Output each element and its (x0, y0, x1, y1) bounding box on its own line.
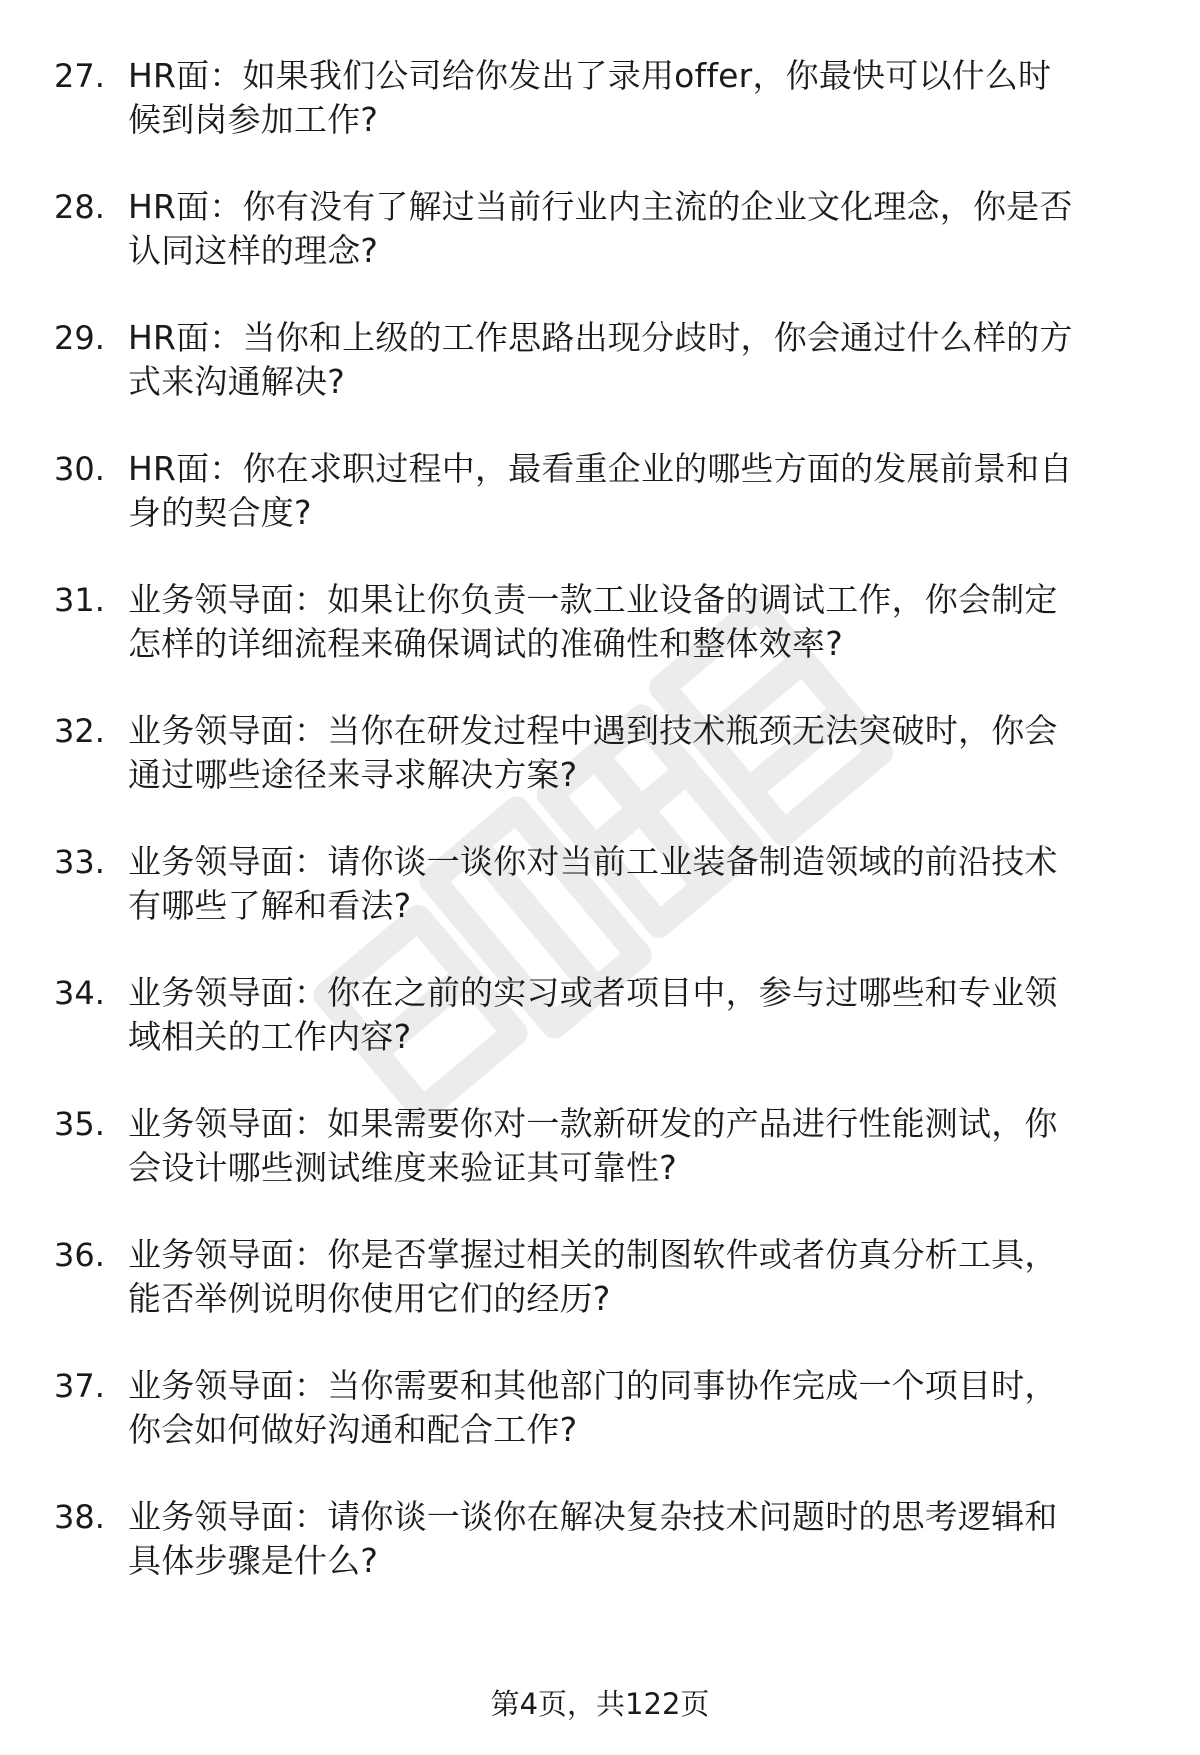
question-text-line: 怎样的详细流程来确保调试的准确性和整体效率? (128, 624, 843, 663)
question-number: 36. (54, 1236, 105, 1274)
list-item (0, 54, 1200, 142)
question-text-line: 候到岗参加工作? (128, 100, 379, 139)
question-text-line: 式来沟通解决? (128, 362, 345, 401)
question-number: 33. (54, 843, 105, 881)
question-text-line: 业务领导面：你是否掌握过相关的制图软件或者仿真分析工具， (128, 1235, 1058, 1274)
question-text-line: 通过哪些途径来寻求解决方案? (128, 755, 578, 794)
question-number: 32. (54, 712, 105, 750)
question-text-line: 业务领导面：当你在研发过程中遇到技术瓶颈无法突破时，你会 (128, 711, 1058, 750)
question-text-line: 业务领导面：如果需要你对一款新研发的产品进行性能测试，你 (128, 1104, 1058, 1143)
question-text-line: 你会如何做好沟通和配合工作? (128, 1410, 578, 1449)
question-text-line: HR面：你在求职过程中，最看重企业的哪些方面的发展前景和自 (128, 449, 1073, 488)
question-text-line: 有哪些了解和看法? (128, 886, 412, 925)
question-text-line: 认同这样的理念? (128, 231, 379, 270)
list-item (0, 971, 1200, 1059)
question-number: 30. (54, 450, 105, 488)
list-item (0, 840, 1200, 928)
question-number: 37. (54, 1367, 105, 1405)
question-text-line: HR面：你有没有了解过当前行业内主流的企业文化理念，你是否 (128, 187, 1073, 226)
question-text-line: 业务领导面：当你需要和其他部门的同事协作完成一个项目时， (128, 1366, 1058, 1405)
question-text-line: HR面：当你和上级的工作思路出现分歧时，你会通过什么样的方 (128, 318, 1073, 357)
question-number: 35. (54, 1105, 105, 1143)
question-list (0, 54, 1200, 1626)
question-text-line: 业务领导面：你在之前的实习或者项目中，参与过哪些和专业领 (128, 973, 1058, 1012)
question-number: 31. (54, 581, 105, 619)
question-text-line: 业务领导面：请你谈一谈你在解决复杂技术问题时的思考逻辑和 (128, 1497, 1058, 1536)
question-number: 27. (54, 57, 105, 95)
question-text-line: 业务领导面：如果让你负责一款工业设备的调试工作，你会制定 (128, 580, 1058, 619)
list-item (0, 1364, 1200, 1452)
question-number: 29. (54, 319, 105, 357)
list-item (0, 1233, 1200, 1321)
list-item (0, 447, 1200, 535)
question-text-line: 业务领导面：请你谈一谈你对当前工业装备制造领域的前沿技术 (128, 842, 1058, 881)
question-text-line: 能否举例说明你使用它们的经历? (128, 1279, 611, 1318)
question-number: 34. (54, 974, 105, 1012)
question-number: 38. (54, 1498, 105, 1536)
question-text-line: 身的契合度? (128, 493, 312, 532)
list-item (0, 1102, 1200, 1190)
list-item (0, 1495, 1200, 1583)
list-item (0, 578, 1200, 666)
list-item (0, 185, 1200, 273)
question-text-line: 域相关的工作内容? (128, 1017, 412, 1056)
list-item (0, 709, 1200, 797)
question-text-line: 具体步骤是什么? (128, 1541, 379, 1580)
question-text-line: 会设计哪些测试维度来验证其可靠性? (128, 1148, 677, 1187)
page-footer: 第4页，共122页 (490, 1687, 710, 1721)
list-item (0, 316, 1200, 404)
question-text-line: HR面：如果我们公司给你发出了录用offer，你最快可以什么时 (128, 56, 1052, 95)
question-number: 28. (54, 188, 105, 226)
